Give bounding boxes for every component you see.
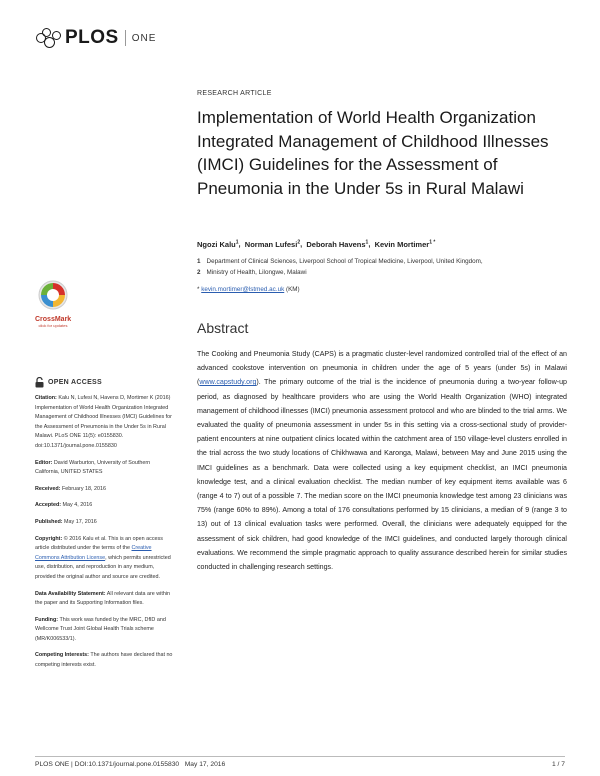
affiliation-item: 1 Department of Clinical Sciences, Liverpool School of Tropical Medicine, Liverpool, United Kingdom, bbox=[197, 258, 483, 265]
logo-text: PLOS bbox=[65, 27, 119, 48]
plos-one-logo bbox=[36, 27, 156, 49]
footer-citation: PLOS ONE | DOI:10.1371/journal.pone.0155830 May 17, 2016 bbox=[35, 761, 226, 768]
funding-info: Funding: This work was funded by the MRC, DfID and Wellcome Trust Joint Global Health Trials scheme (MR/K006533/1). bbox=[35, 616, 166, 642]
accepted-date: Accepted: May 4, 2016 bbox=[35, 502, 93, 509]
abstract-heading: Abstract bbox=[197, 320, 249, 336]
received-date: Received: February 18, 2016 bbox=[35, 485, 107, 492]
correspondence: * kevin.mortimer@lstmed.ac.uk (KM) bbox=[197, 286, 300, 293]
editor-info: Editor: David Warburton, University of Southern California, UNITED STATES bbox=[35, 459, 151, 476]
page-number: 1 / 7 bbox=[551, 761, 565, 768]
citation-info: Citation: Kalu N, Lufesi N, Havens D, Mortimer K (2016) Implementation of World Health Organization Integrated Management of Childhood Illnesses (IMCI) Guidelines for the Assessment of Pneumonia in the Under 5s in Rural Malawi. PLoS ONE 11(5): e0155830. doi:10.1371/journal.pone.0155830 bbox=[35, 395, 172, 449]
author[interactable]: Ngozi Kalu$^1$ bbox=[197, 239, 239, 249]
license-link[interactable]: Creative Commons Attribution License bbox=[35, 545, 152, 561]
article-title: Implementation of World Health Organization Integrated Management of Childhood Illnesses (IMCI) Guidelines for the Assessment of Pneumonia in the Under 5s in Rural Malawi bbox=[197, 108, 549, 198]
competing-interests: Competing Interests: The authors have declared that no competing interests exist. bbox=[35, 652, 173, 669]
data-availability: Data Availability Statement: All relevant data are within the paper and its Supporting Information files. bbox=[35, 590, 171, 607]
logo-divider bbox=[125, 30, 126, 46]
author[interactable]: Norman Lufesi$^2$ bbox=[244, 239, 301, 249]
journal-name: ONE bbox=[131, 32, 157, 44]
crossmark-sub: click for updates bbox=[38, 323, 68, 328]
correspondence-email-link[interactable]: kevin.mortimer@lstmed.ac.uk bbox=[201, 286, 285, 293]
author[interactable]: Deborah Havens$^1$ bbox=[306, 239, 369, 249]
article-type: RESEARCH ARTICLE bbox=[197, 90, 272, 97]
crossmark-badge[interactable] bbox=[35, 280, 71, 328]
copyright-info: Copyright: © 2016 Kalu et al. This is an open access article distributed under the terms of the Creative Commons Attribution License, which permits unrestricted use, distribution, and reproduction in any medium, provided the original author and source are credited. bbox=[35, 535, 171, 580]
published-date: Published: May 17, 2016 bbox=[35, 518, 97, 525]
plos-bubbles-icon bbox=[36, 28, 62, 48]
footer-divider bbox=[35, 756, 565, 757]
capstudy-link[interactable]: www.capstudy.org bbox=[199, 378, 257, 387]
affiliation-item: 2 Ministry of Health, Lilongwe, Malawi bbox=[197, 269, 307, 276]
open-lock-icon bbox=[35, 377, 44, 388]
open-access-badge: OPEN ACCESS bbox=[35, 377, 175, 388]
affiliations bbox=[197, 256, 483, 278]
abstract-body: The Cooking and Pneumonia Study (CAPS) is a pragmatic cluster-level randomized controlled trial of the effect of an advanced cookstove intervention on pneumonia in children under the age of 5 years (under 5s) in Malawi (www.capstudy.org). The primary outcome of the trial is the incidence of pneumonia during a two-year follow-up period, as diagnosed by healthcare providers who are using the World Health Organization (WHO) integrated management of childhood illnesses (IMCI) pneumonia assessment protocol and who are blinded to the trial arms. We evaluated the quality of pneumonia assessment in under 5s in this setting via a cross-sectional study of provider-patient encounters at nine outpatient clinics located within the catchment area of 150 village-level clusters enrolled in the trial across the two study locations of Chikhwawa and Karonga, Malawi, between May and June 2015 using the IMCI guidelines as a benchmark. Data were collected using a key equipment checklist, an IMCI pneumonia knowledge test, and a clinical evaluation checklist. The median number of key equipment items available was 6 (range 4 to 7) out of a possible 7. The median score on the IMCI pneumonia knowledge test among 23 clinicians was 75% (range 60% to 89%). Among a total of 176 consultations performed by 15 clinicians, a median of 9 (range 3 to 13) out of 13 clinical evaluation tasks were performed. Overall, the clinicians were adequately equipped for the assessment of sick children, had good knowledge of the IMCI guidelines, and conducted largely thorough clinical evaluations. We recommend the simple pragmatic approach to quality assurance described herein for similar studies conducted in challenging research settings. bbox=[197, 350, 567, 572]
crossmark-label: CrossMark bbox=[35, 316, 72, 323]
author-list: Ngozi Kalu$^1$, Norman Lufesi$^2$, Deborah Havens$^1$, Kevin Mortimer$^{1 *}$ bbox=[197, 239, 436, 249]
article-info-sidebar bbox=[35, 377, 175, 678]
author[interactable]: Kevin Mortimer$^{1 *}$ bbox=[374, 239, 436, 249]
crossmark-icon bbox=[38, 280, 68, 310]
